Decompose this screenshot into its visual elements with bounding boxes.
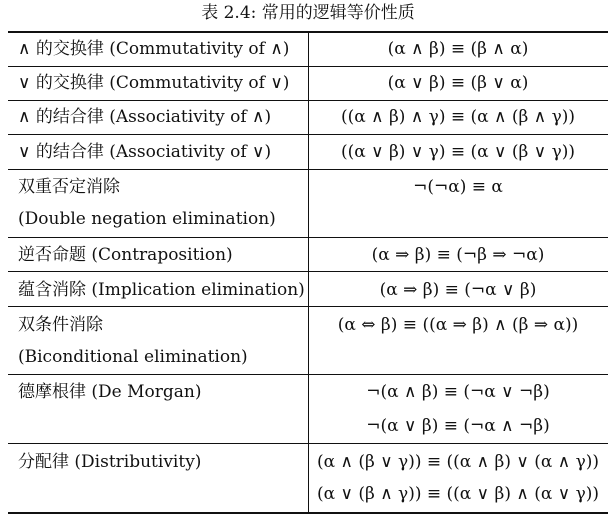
column-divider [308, 32, 309, 513]
formula: ¬(¬α) ≡ α [413, 177, 503, 197]
row-divider [8, 66, 608, 67]
property-name: ∧ 的交换律 (Commutativity of ∧) [18, 39, 290, 59]
row-divider [8, 237, 608, 238]
property-name: 蕴含消除 (Implication elimination) [18, 280, 305, 300]
formula: (α ⇒ β) ≡ (¬α ∨ β) [379, 280, 537, 300]
row-divider [8, 271, 608, 272]
formula: ¬(α ∨ β) ≡ (¬α ∧ ¬β) [366, 416, 550, 436]
bottom-rule [8, 512, 608, 514]
property-name-english: (Double negation elimination) [18, 209, 276, 229]
row-divider [8, 100, 608, 101]
property-name: ∨ 的交换律 (Commutativity of ∨) [18, 73, 290, 93]
formula: ((α ∧ β) ∧ γ) ≡ (α ∧ (β ∧ γ)) [340, 107, 576, 127]
formula: ¬(α ∧ β) ≡ (¬α ∨ ¬β) [366, 382, 550, 402]
property-name: 分配律 (Distributivity) [18, 452, 202, 472]
property-name: 双条件消除 [18, 315, 103, 335]
property-name-english: (Biconditional elimination) [18, 347, 248, 367]
formula: (α ⇒ β) ≡ (¬β ⇒ ¬α) [371, 245, 545, 265]
property-name: 德摩根律 (De Morgan) [18, 382, 202, 402]
formula: (α ⇔ β) ≡ ((α ⇒ β) ∧ (β ⇒ α)) [337, 315, 579, 335]
row-divider [8, 374, 608, 375]
formula: ((α ∨ β) ∨ γ) ≡ (α ∨ (β ∨ γ)) [340, 142, 576, 162]
table-caption: 表 2.4: 常用的逻辑等价性质 [201, 3, 415, 23]
row-divider [8, 306, 608, 307]
formula: (α ∧ (β ∨ γ)) ≡ ((α ∧ β) ∨ (α ∧ γ)) [316, 452, 600, 472]
row-divider [8, 169, 608, 170]
formula: (α ∨ β) ≡ (β ∨ α) [387, 73, 529, 93]
property-name: 逆否命题 (Contraposition) [18, 245, 233, 265]
formula: (α ∨ (β ∧ γ)) ≡ ((α ∨ β) ∧ (α ∨ γ)) [316, 484, 600, 504]
property-name: 双重否定消除 [18, 177, 120, 197]
property-name: ∨ 的结合律 (Associativity of ∨) [18, 142, 272, 162]
property-name: ∧ 的结合律 (Associativity of ∧) [18, 107, 272, 127]
row-divider [8, 443, 608, 444]
row-divider [8, 134, 608, 135]
formula: (α ∧ β) ≡ (β ∧ α) [387, 39, 529, 59]
